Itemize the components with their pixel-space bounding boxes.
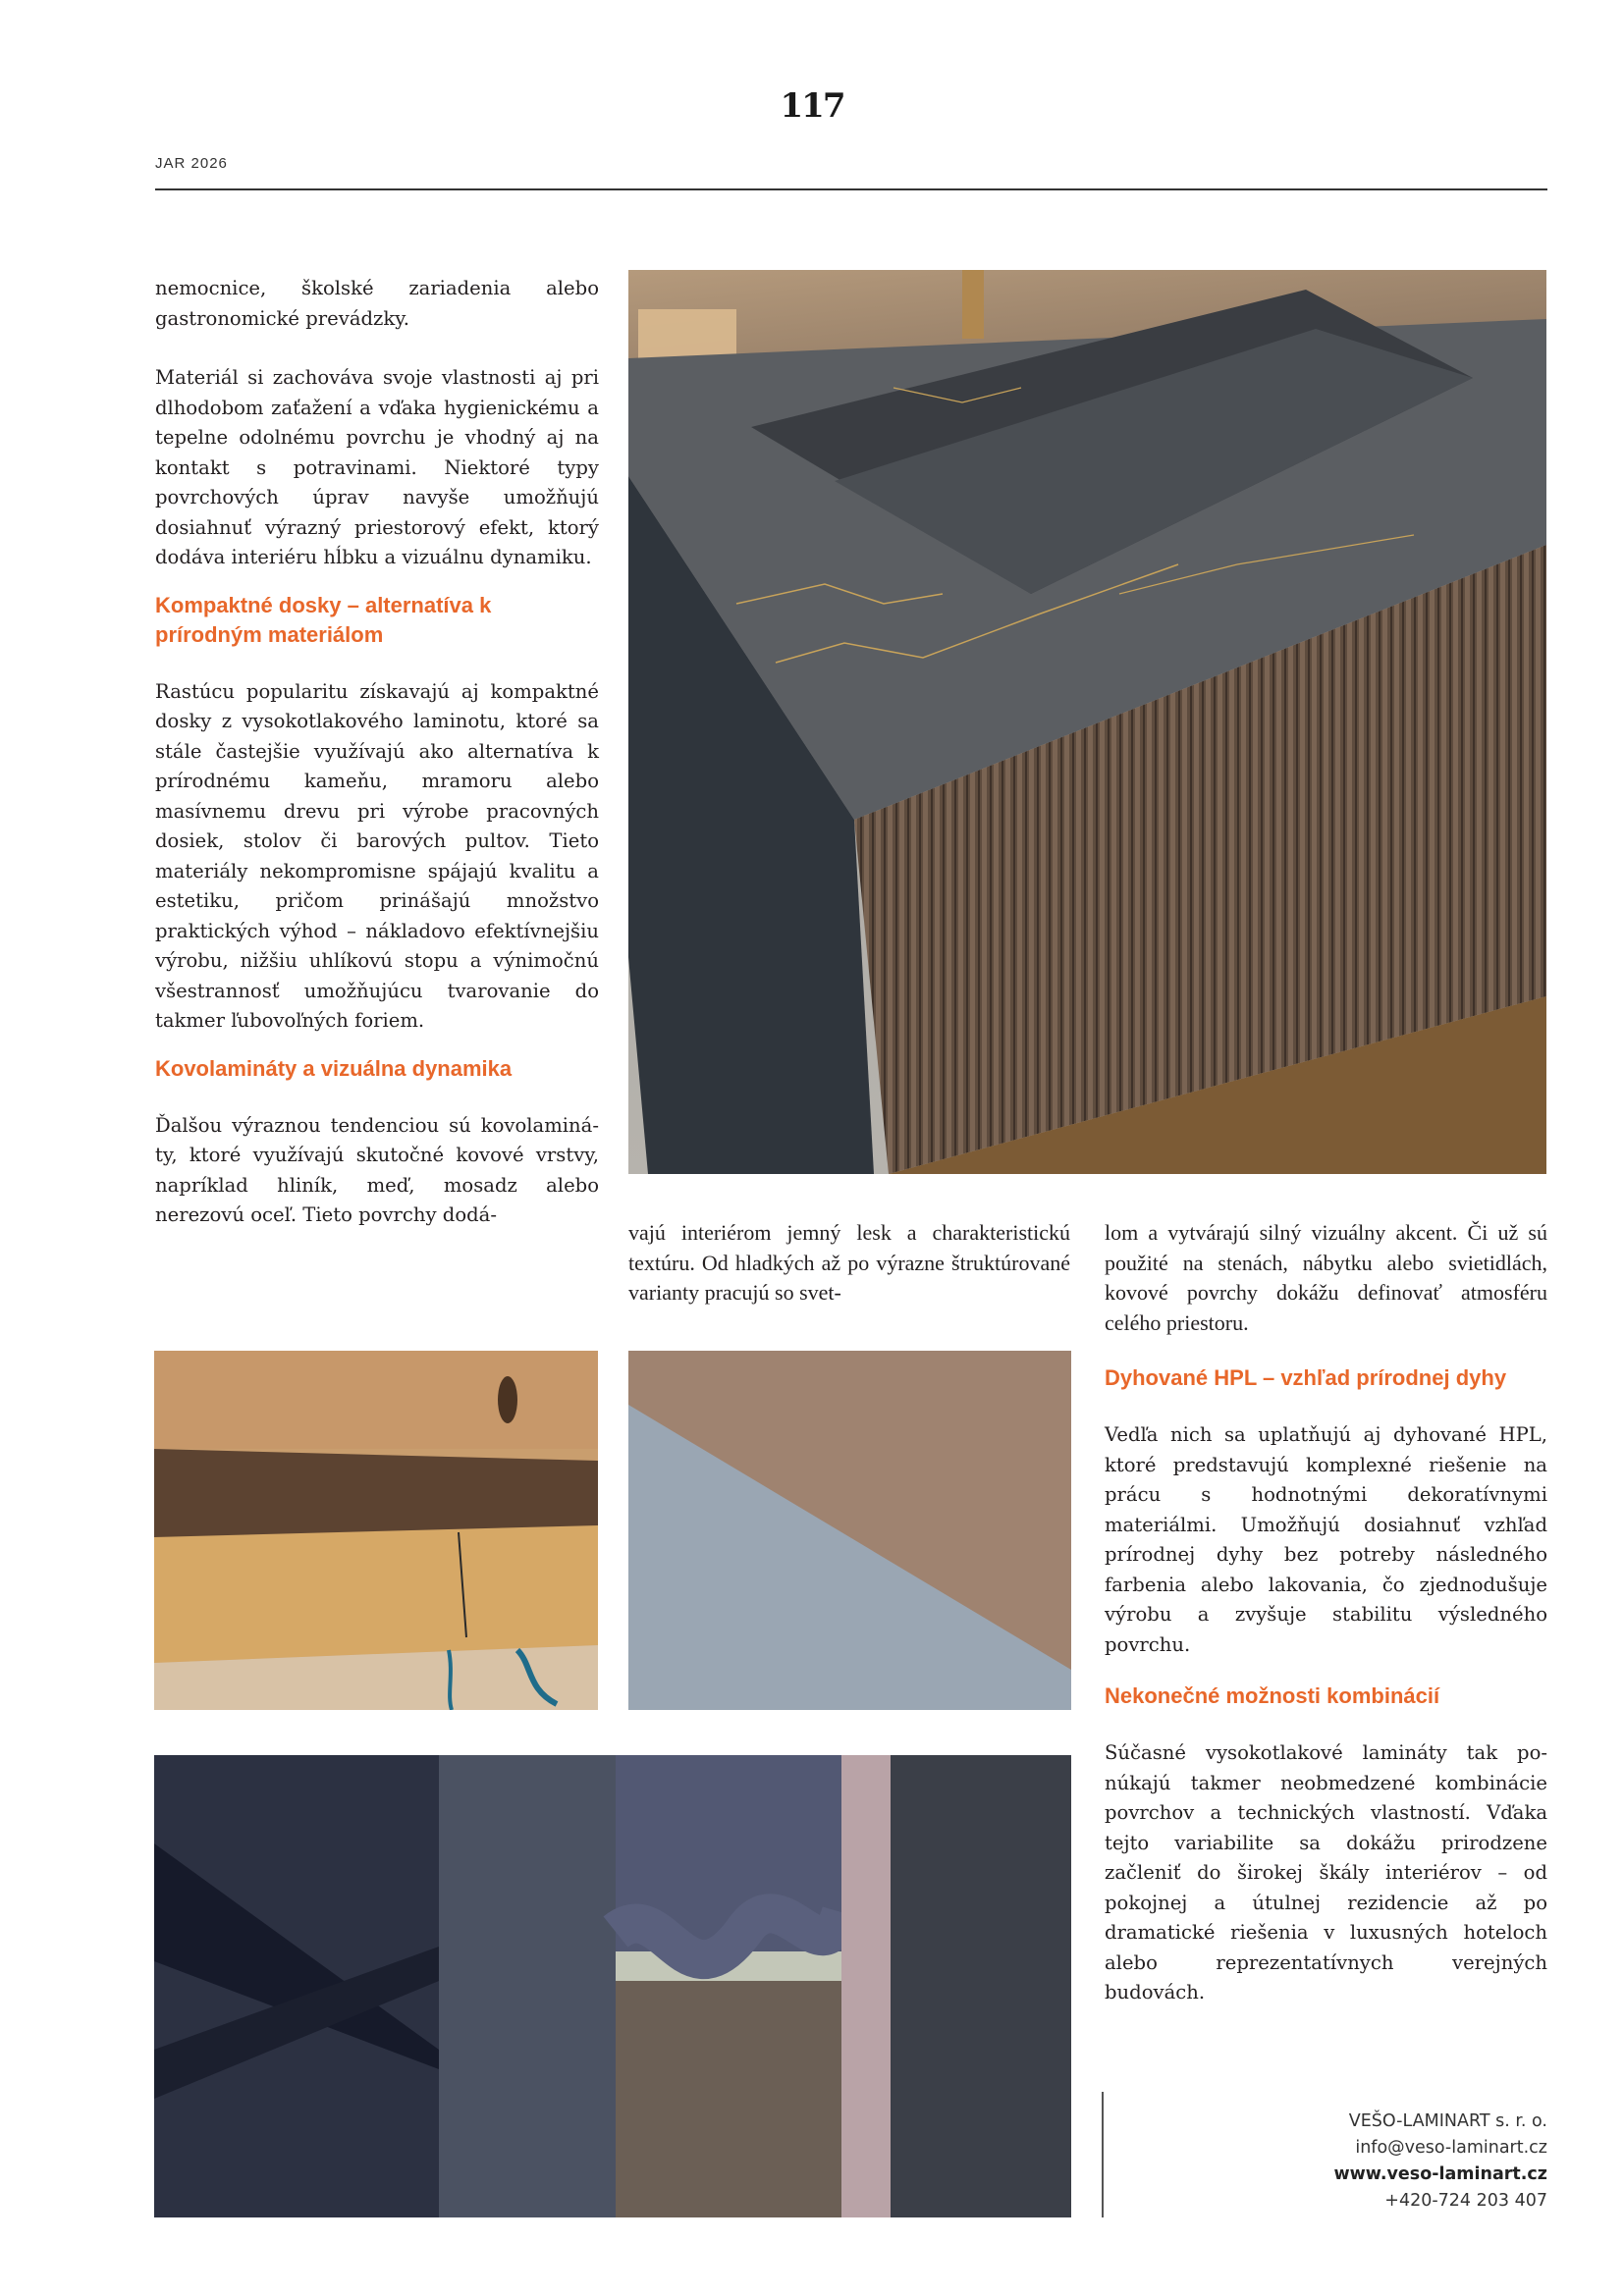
photo-dark-interiors bbox=[154, 1755, 1071, 2217]
paragraph-intro: nemocnice, školské zariadenia alebo gastronomické prevádzky. bbox=[155, 277, 599, 330]
heading-metal-laminates: Kovolamináty a vizuálna dynamika bbox=[155, 1055, 513, 1081]
paragraph-metal-continued: vajú interiérom jemný lesk a charakteristickú textúru. Od hladkých až po výrazne štruktúrované varianty pracujú so svet- bbox=[628, 1220, 1070, 1305]
paragraph-material: Materiál si zachováva svoje vlastnosti aj pri dlhodobom zaťažení a vďaka hygienickému a tepelne odolnému povrchu je vhodný aj na kontakt s potravinami. Niektoré typy povrchových úprav navyše umožňujú dosiahnuť výrazný priestorový efekt, ktorý dodáva interiéru hĺbku a vizuálnu dynamiku. bbox=[155, 366, 599, 568]
contact-phone: +420-724 203 407 bbox=[1384, 2191, 1547, 2211]
paragraph-metal-end: lom a vytvárajú silný vizuálny akcent. Či už sú použité na stenách, nábytku alebo svietidlách, kovové povrchy dokážu definovať atmosféru celého priestoru. bbox=[1105, 1220, 1547, 1335]
company-name: VEŠO-LAMINART s. r. o. bbox=[1348, 2111, 1547, 2131]
textured-hpl-image bbox=[628, 1351, 1071, 1710]
issue-label: JAR 2026 bbox=[155, 155, 228, 172]
middle-column bbox=[628, 1218, 1070, 1308]
contact-block bbox=[1110, 2109, 1547, 2215]
heading-compact-boards: Kompaktné dosky – alternatíva k prírodným materiálom bbox=[155, 592, 492, 647]
heading-combinations: Nekonečné možnosti kombinácií bbox=[1105, 1683, 1440, 1708]
contact-website[interactable]: www.veso-laminart.cz bbox=[1333, 2164, 1547, 2184]
photo-textured-hpl bbox=[628, 1351, 1071, 1710]
paragraph-compact-boards: Rastúcu popularitu získavajú aj kompaktné dosky z vysokotlakového laminotu, ktoré sa stále častejšie využívajú ako alternatíva k prírodnému kameňu, mramoru alebo masívnemu drevu pri výrobe pracovných dosiek, stolov či barových pultov. Tieto materiály nekompromisne spájajú kvalitu a estetiku, pričom prinášajú množstvo praktických výhod – nákladovo efektívnejšiu výrobu, nižšiu uhlíkovú stopu a výnimočnú všestrannosť umožňujúcu tvarovanie do takmer ľubovoľných foriem. bbox=[155, 679, 599, 1032]
page-number: 117 bbox=[780, 86, 844, 126]
paragraph-veneered-hpl: Vedľa nich sa uplatňujú aj dyhované HPL, ktoré predstavujú komplexné riešenie na prácu s hodnotnými dekoratívnymi materiálmi. Umožňujú dosiahnuť vzhľad prírodnej dyhy bez potreby následného farbenia alebo lakovania, čo zjednodušuje výrobu a zvyšuje stabilitu výsledného povrchu. bbox=[1105, 1423, 1547, 1656]
header-divider bbox=[155, 188, 1547, 190]
right-column bbox=[1105, 1218, 1547, 2008]
heading-veneered-hpl: Dyhované HPL – vzhľad prírodnej dyhy bbox=[1105, 1365, 1507, 1390]
left-column bbox=[155, 274, 599, 1231]
contact-divider bbox=[1102, 2092, 1104, 2217]
dark-interiors-image bbox=[154, 1755, 1071, 2217]
sink-cabinet-image bbox=[628, 270, 1546, 1174]
contact-email[interactable]: info@veso-laminart.cz bbox=[1355, 2138, 1547, 2158]
paragraph-metal-laminates: Ďalšou výraznou tendenciou sú kovolamináty, ktoré využívajú skutočné kovové vrstvy, napríklad hliník, meď, mosadz alebo nerezovú oceľ. Tieto povrchy dodá- bbox=[155, 1113, 599, 1226]
paragraph-combinations: Súčasné vysokotlakové lamináty tak ponúkajú takmer neobmedzené kombinácie povrchov a technických vlastností. Vďaka tejto variabilite sa dokážu prirodzene začleniť do širokej škály interiérov – od pokojnej a útulnej rezidencie až po dramatické riešenia v luxusných hoteloch alebo reprezentatívnych verejných budovách. bbox=[1105, 1741, 1547, 2003]
wood-samples-image bbox=[154, 1351, 598, 1710]
photo-wood-samples bbox=[154, 1351, 598, 1710]
photo-sink-cabinet bbox=[628, 270, 1546, 1174]
